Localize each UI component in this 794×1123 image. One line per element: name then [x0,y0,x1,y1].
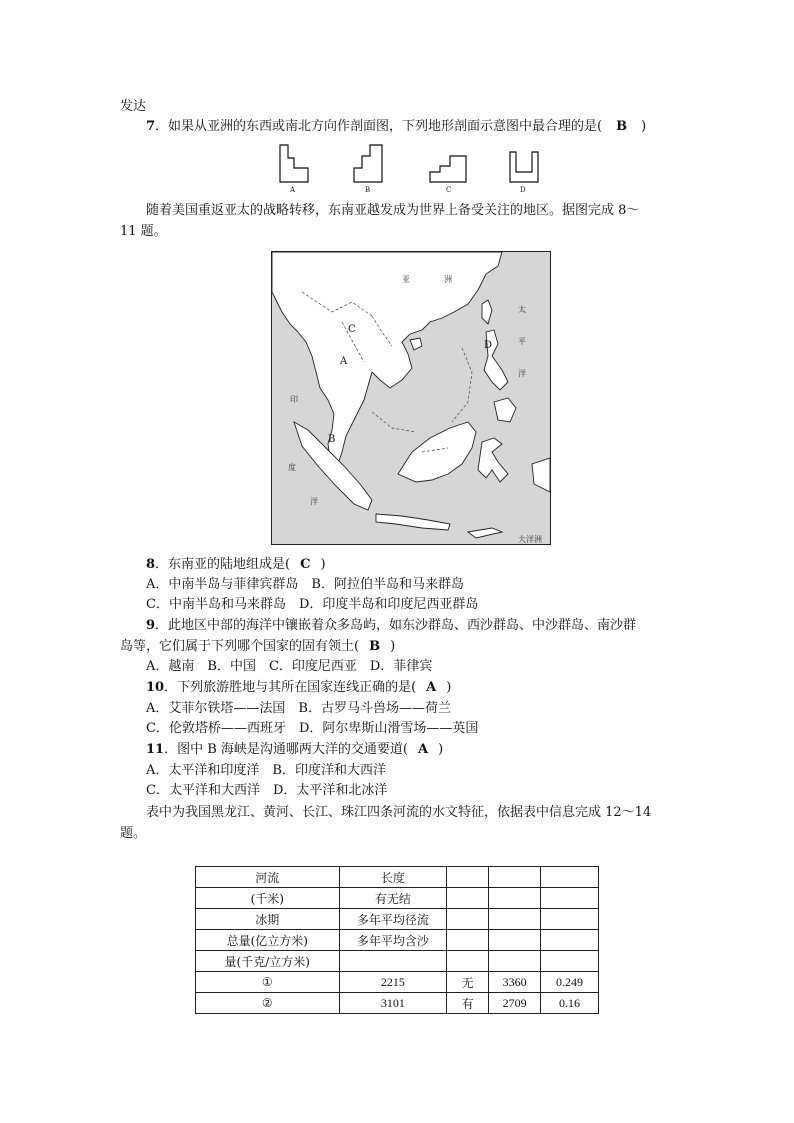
profile-label-d: D [520,186,526,194]
table-cell: (千米) [196,888,340,909]
table-cell: 有 [447,993,489,1014]
new-guinea-shape [532,458,550,492]
q7-close: ) [641,119,647,134]
q8-answer: C [300,557,311,572]
table-cell [489,888,541,909]
map-label-indian-2: 度 [288,463,296,472]
table-cell [489,951,541,972]
table-cell [541,888,599,909]
table-row [196,867,599,888]
southeast-asia-map [271,251,551,545]
sulawesi-shape [478,438,508,482]
table-cell: 0.249 [541,972,599,993]
table-cell [489,909,541,930]
timor-shape [468,528,502,538]
map-label-pacific-1: 太 [518,305,526,314]
question-10 [146,679,451,697]
table-row [196,972,599,993]
map-marker-c: C [348,324,356,335]
table-row [196,888,599,909]
taiwan-shape [482,300,492,324]
table-cell: 总量(亿立方米) [196,930,340,951]
question-9-line-2 [120,638,395,656]
table-cell: 无 [447,972,489,993]
profile-options-figure [270,142,560,194]
q7-number: 7 [146,119,156,134]
map-label-asia-2: 洲 [444,275,452,284]
mindanao-shape [494,398,516,422]
table-cell: 0.16 [541,993,599,1014]
q9-options: A．越南 B．中国 C．印度尼西亚 D．菲律宾 [146,659,433,674]
profile-a [280,145,308,182]
table-row [196,951,599,972]
java-shape [376,514,450,530]
table-cell [447,909,489,930]
question-11 [146,741,443,759]
map-label-indian-1: 印 [290,395,298,404]
question-7 [146,118,646,136]
table-cell: 长度 [339,867,447,888]
q8-options-2: C．中南半岛和马来群岛 D．印度半岛和印度尼西亚群岛 [146,597,479,612]
passage-2-line-2: 题。 [120,826,147,841]
q8-text: ．东南亚的陆地组成是( [155,557,291,572]
q8-number: 8 [146,557,156,572]
profile-label-c: C [446,186,452,194]
table-cell [489,867,541,888]
table-cell: 量(千克/立方米) [196,951,340,972]
river-hydrology-table [195,866,599,1014]
q9-text: ．此地区中部的海洋中镶嵌着众多岛屿，如东沙群岛、西沙群岛、中沙群岛、南沙群 [155,618,637,633]
table-cell [447,930,489,951]
profile-label-a: A [290,186,296,194]
passage-1-line-2: 11 题。 [120,224,167,239]
q11-answer: A [417,742,429,757]
q11-number: 11 [146,742,165,757]
profile-b [354,145,382,182]
map-marker-a: A [340,356,348,367]
table-cell [541,867,599,888]
table-cell [541,930,599,951]
map-label-oceania: 大洋洲 [518,535,542,544]
profile-d [510,152,538,182]
q9-text-2: 岛等，它们属于下列哪个国家的固有领土( [120,639,360,654]
question-9 [146,617,636,635]
map-marker-b: B [328,434,336,445]
q10-options-2: C．伦敦塔桥——西班牙 D．阿尔卑斯山滑雪场——英国 [146,721,479,736]
profile-label-b: B [365,186,371,194]
map-drawing [272,252,550,544]
borneo-shape [398,422,476,482]
profile-c [430,156,466,182]
table-cell [447,888,489,909]
table-cell: 2709 [489,993,541,1014]
table-cell [541,951,599,972]
q10-answer: A [426,680,437,695]
q10-close: ) [446,680,452,695]
q9-number: 9 [146,618,156,633]
q8-options-1: A．中南半岛与菲律宾群岛 B．阿拉伯半岛和马来群岛 [146,577,464,592]
q11-options-1: A．太平洋和印度洋 B．印度洋和大西洋 [146,763,386,778]
table-cell: 有无结 [339,888,447,909]
table-cell: 3101 [339,993,447,1014]
table-cell: 冰期 [196,909,340,930]
q11-options-2: C．太平洋和大西洋 D．太平洋和北冰洋 [146,783,388,798]
passage-2-line-1: 表中为我国黑龙江、黄河、长江、珠江四条河流的水文特征，依据表中信息完成 12～14 [146,805,652,820]
table-cell: 2215 [339,972,447,993]
hainan-shape [410,338,422,350]
table-cell: 3360 [489,972,541,993]
table-cell: 河流 [196,867,340,888]
map-label-asia-1: 亚 [402,275,410,284]
philippines-shape [484,330,508,390]
q10-number: 10 [146,680,165,695]
q11-close: ) [438,742,444,757]
passage-1-line-1: 随着美国重返亚太的战略转移，东南亚越发成为世界上备受关注的地区。据图完成 8～ [146,203,640,218]
table-cell [489,930,541,951]
q9-answer: B [369,639,381,654]
table-cell [541,909,599,930]
table-row [196,909,599,930]
q8-close: ) [320,557,326,572]
table-row [196,993,599,1014]
map-label-pacific-3: 洋 [518,369,526,378]
q11-text: ．图中 B 海峡是沟通哪两大洋的交通要道( [164,742,408,757]
q10-text: ．下列旅游胜地与其所在国家连线正确的是( [164,680,417,695]
q7-answer: B [616,119,628,134]
table-cell: ② [196,993,340,1014]
q7-text: ．如果从亚洲的东西或南北方向作剖面图，下列地形剖面示意图中最合理的是( [155,119,603,134]
q10-options-1: A．艾菲尔铁塔——法国 B．古罗马斗兽场——荷兰 [146,701,451,716]
intro-fragment: 发达 [120,99,147,114]
q9-close: ) [390,639,396,654]
table-row [196,930,599,951]
map-label-pacific-2: 平 [518,337,526,346]
table-cell [447,867,489,888]
table-cell [339,951,447,972]
table-cell: ① [196,972,340,993]
table-cell [447,951,489,972]
question-8 [146,556,326,574]
table-cell: 多年平均径流 [339,909,447,930]
map-marker-d: D [484,340,493,351]
map-label-indian-3: 洋 [310,497,318,506]
table-cell: 多年平均含沙 [339,930,447,951]
